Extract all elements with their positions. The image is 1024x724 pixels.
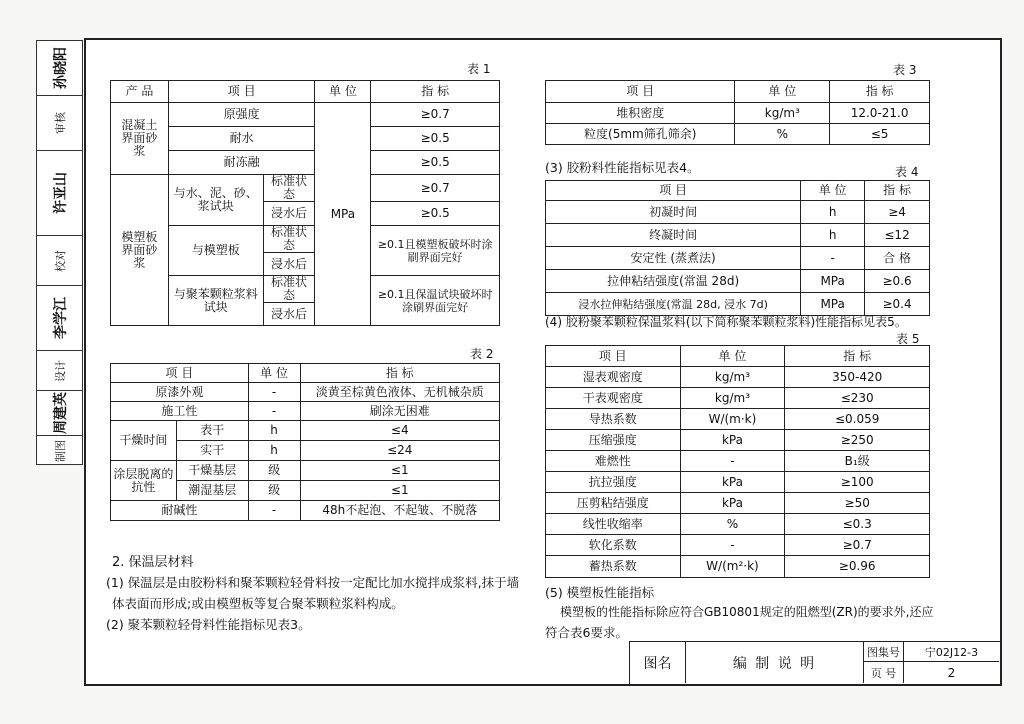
unit-cell: - bbox=[680, 451, 785, 472]
item-cell: 安定性 (蒸煮法) bbox=[546, 247, 801, 270]
note-table4: (3) 胶粉料性能指标见表4。 bbox=[545, 160, 700, 175]
item-cell: 与模塑板 bbox=[168, 226, 263, 276]
unit-cell: kPa bbox=[680, 493, 785, 514]
item-cell: 压剪粘结强度 bbox=[546, 493, 681, 514]
unit-cell: - bbox=[248, 402, 300, 421]
item-cell: 拉伸粘结强度(常温 28d) bbox=[546, 270, 801, 293]
item-cell: 堆积密度 bbox=[546, 103, 735, 124]
table-header-row bbox=[111, 81, 500, 103]
table-row bbox=[546, 493, 930, 514]
value-cell: ≤5 bbox=[830, 124, 930, 145]
sub-item-cell: 潮湿基层 bbox=[176, 481, 248, 501]
header-cell: 单 位 bbox=[315, 81, 371, 103]
item-cell: 原漆外观 bbox=[111, 383, 249, 402]
value-cell: ≤12 bbox=[865, 224, 930, 247]
section5-line2: 符合表6要求。 bbox=[545, 625, 628, 640]
header-cell: 指 标 bbox=[371, 81, 500, 103]
table-header-row bbox=[546, 81, 930, 103]
label-review: 审核 bbox=[37, 96, 82, 151]
header-cell: 指 标 bbox=[830, 81, 930, 103]
unit-cell: - bbox=[680, 535, 785, 556]
item-cell: 粒度(5mm筛孔筛余) bbox=[546, 124, 735, 145]
value-cell: 刷涂无困难 bbox=[300, 402, 499, 421]
value-cell: ≤1 bbox=[300, 461, 499, 481]
item-cell: 蓄热系数 bbox=[546, 556, 681, 578]
value-cell: ≤4 bbox=[300, 421, 499, 441]
header-cell: 单 位 bbox=[248, 364, 300, 383]
header-cell: 项 目 bbox=[546, 81, 735, 103]
section2-para1-line2: 体表面而形成;或由模塑板等复合聚苯颗粒浆料构成。 bbox=[112, 596, 404, 611]
table-row bbox=[111, 226, 500, 253]
state-cell: 标准状态 bbox=[263, 276, 315, 303]
unit-cell: % bbox=[680, 514, 785, 535]
table2-caption: 表 2 bbox=[470, 347, 494, 361]
table-row bbox=[111, 501, 500, 521]
table-row bbox=[546, 367, 930, 388]
table3 bbox=[545, 80, 930, 145]
atlas-number: 宁02J12-3 bbox=[904, 642, 999, 662]
table-row bbox=[111, 276, 500, 303]
value-cell: ≥0.4 bbox=[865, 293, 930, 316]
value-cell: ≤24 bbox=[300, 441, 499, 461]
signature-design: 李学江 bbox=[37, 286, 82, 351]
table-row bbox=[111, 175, 500, 202]
unit-cell: 级 bbox=[248, 481, 300, 501]
unit-cell: h bbox=[801, 224, 865, 247]
drawing-title: 编 制 说 明 bbox=[686, 642, 864, 683]
unit-cell: W/(m²·k) bbox=[680, 556, 785, 578]
signature-review: 孙晓阳 bbox=[37, 41, 82, 96]
unit-cell: MPa bbox=[801, 293, 865, 316]
unit-cell: - bbox=[248, 501, 300, 521]
value-cell: 350-420 bbox=[785, 367, 930, 388]
header-cell: 指 标 bbox=[300, 364, 499, 383]
note-table5: (4) 胶粉聚苯颗粒保温浆料(以下简称聚苯颗粒浆料)性能指标见表5。 bbox=[545, 315, 907, 329]
value-cell: ≥0.5 bbox=[371, 202, 500, 226]
item-cell: 抗拉强度 bbox=[546, 472, 681, 493]
value-cell: ≥50 bbox=[785, 493, 930, 514]
signature-draw: 周建英 bbox=[37, 391, 82, 436]
table-row bbox=[111, 402, 500, 421]
value-cell: ≥250 bbox=[785, 430, 930, 451]
unit-cell: 级 bbox=[248, 461, 300, 481]
unit-cell: h bbox=[248, 421, 300, 441]
value-cell: 48h不起泡、不起皱、不脱落 bbox=[300, 501, 499, 521]
section2-heading: 2. 保温层材料 bbox=[112, 555, 194, 570]
sub-item-cell: 干燥基层 bbox=[176, 461, 248, 481]
section5-heading: (5) 模塑板性能指标 bbox=[545, 585, 655, 600]
value-cell: ≥0.96 bbox=[785, 556, 930, 578]
table3-caption: 表 3 bbox=[893, 63, 917, 77]
table-row bbox=[546, 124, 930, 145]
product-cell: 混凝土界面砂浆 bbox=[111, 103, 169, 175]
item-cell: 与水、泥、砂、浆试块 bbox=[168, 175, 263, 226]
table-row bbox=[111, 151, 500, 175]
item-cell: 难燃性 bbox=[546, 451, 681, 472]
table4-caption: 表 4 bbox=[895, 165, 919, 179]
value-cell: 淡黄至棕黄色液体、无机械杂质 bbox=[300, 383, 499, 402]
table-row bbox=[111, 103, 500, 127]
header-cell: 项 目 bbox=[168, 81, 315, 103]
unit-cell: h bbox=[801, 201, 865, 224]
value-cell: ≤0.3 bbox=[785, 514, 930, 535]
table-row bbox=[546, 535, 930, 556]
value-cell: ≥0.5 bbox=[371, 151, 500, 175]
table-row bbox=[546, 224, 930, 247]
table1 bbox=[110, 80, 500, 326]
table-row bbox=[546, 201, 930, 224]
item-cell: 导热系数 bbox=[546, 409, 681, 430]
section5-line1: 模塑板的性能指标除应符合GB10801规定的阻燃型(ZR)的要求外,还应 bbox=[560, 605, 934, 619]
header-cell: 单 位 bbox=[801, 181, 865, 201]
table-row bbox=[546, 409, 930, 430]
table-row bbox=[546, 514, 930, 535]
unit-cell: W/(m·k) bbox=[680, 409, 785, 430]
item-cell: 软化系数 bbox=[546, 535, 681, 556]
table-header-row bbox=[546, 346, 930, 367]
signature-proof: 许亚山 bbox=[37, 151, 82, 236]
unit-cell: MPa bbox=[315, 103, 371, 326]
value-cell: ≥0.7 bbox=[371, 175, 500, 202]
unit-cell: h bbox=[248, 441, 300, 461]
item-cell: 耐水 bbox=[168, 127, 315, 151]
item-cell: 干燥时间 bbox=[111, 421, 177, 461]
item-cell: 浸水拉伸粘结强度(常温 28d, 浸水 7d) bbox=[546, 293, 801, 316]
value-cell: ≥0.5 bbox=[371, 127, 500, 151]
item-cell: 终凝时间 bbox=[546, 224, 801, 247]
section2-para2: (2) 聚苯颗粒轻骨料性能指标见表3。 bbox=[106, 617, 311, 632]
unit-cell: kg/m³ bbox=[735, 103, 830, 124]
item-cell: 线性收缩率 bbox=[546, 514, 681, 535]
value-cell: ≥0.7 bbox=[785, 535, 930, 556]
title-block bbox=[629, 641, 1000, 684]
item-cell: 涂层脱离的抗性 bbox=[111, 461, 177, 501]
item-cell: 原强度 bbox=[168, 103, 315, 127]
value-cell: ≤230 bbox=[785, 388, 930, 409]
label-proof: 校对 bbox=[37, 236, 82, 286]
table-header-row bbox=[111, 364, 500, 383]
unit-cell: % bbox=[735, 124, 830, 145]
table-row bbox=[546, 472, 930, 493]
signature-strip bbox=[36, 40, 83, 465]
table2 bbox=[110, 363, 500, 521]
item-cell: 湿表观密度 bbox=[546, 367, 681, 388]
state-cell: 浸水后 bbox=[263, 253, 315, 276]
table-row bbox=[546, 556, 930, 578]
state-cell: 标准状态 bbox=[263, 175, 315, 202]
sub-item-cell: 表干 bbox=[176, 421, 248, 441]
item-cell: 初凝时间 bbox=[546, 201, 801, 224]
value-cell: ≥0.6 bbox=[865, 270, 930, 293]
table-row bbox=[111, 127, 500, 151]
value-cell: ≥100 bbox=[785, 472, 930, 493]
item-cell: 干表观密度 bbox=[546, 388, 681, 409]
label-draw: 制图 bbox=[53, 440, 67, 462]
table-row bbox=[546, 451, 930, 472]
page-number-label: 页 号 bbox=[864, 662, 904, 683]
value-cell: 合 格 bbox=[865, 247, 930, 270]
state-cell: 标准状态 bbox=[263, 226, 315, 253]
table5-caption: 表 5 bbox=[896, 332, 920, 346]
header-cell: 指 标 bbox=[785, 346, 930, 367]
item-cell: 耐冻融 bbox=[168, 151, 315, 175]
value-cell: ≥0.1且保温试块破坏时涂刷界面完好 bbox=[371, 276, 500, 326]
unit-cell: MPa bbox=[801, 270, 865, 293]
label-design: 设计 bbox=[37, 351, 82, 391]
unit-cell: kg/m³ bbox=[680, 367, 785, 388]
item-cell: 与聚苯颗粒浆料试块 bbox=[168, 276, 263, 326]
unit-cell: - bbox=[801, 247, 865, 270]
product-cell: 模塑板界面砂浆 bbox=[111, 175, 169, 326]
state-cell: 浸水后 bbox=[263, 202, 315, 226]
section2-para1-line1: (1) 保温层是由胶粉料和聚苯颗粒轻骨料按一定配比加水搅拌成浆料,抹于墙 bbox=[106, 575, 520, 590]
value-cell: ≤1 bbox=[300, 481, 499, 501]
atlas-number-label: 图集号 bbox=[864, 642, 904, 662]
page-number: 2 bbox=[947, 665, 956, 680]
header-cell: 项 目 bbox=[546, 181, 801, 201]
value-cell: ≥0.7 bbox=[371, 103, 500, 127]
table-row bbox=[546, 388, 930, 409]
value-cell: B₁级 bbox=[785, 451, 930, 472]
table-row bbox=[111, 421, 500, 441]
table-row bbox=[546, 103, 930, 124]
table4 bbox=[545, 180, 930, 316]
header-cell: 项 目 bbox=[111, 364, 249, 383]
table5 bbox=[545, 345, 930, 578]
table1-caption: 表 1 bbox=[467, 62, 491, 76]
value-cell: ≥4 bbox=[865, 201, 930, 224]
unit-cell: kPa bbox=[680, 472, 785, 493]
value-cell: 12.0-21.0 bbox=[830, 103, 930, 124]
unit-cell: kg/m³ bbox=[680, 388, 785, 409]
unit-cell: kPa bbox=[680, 430, 785, 451]
table-row bbox=[111, 383, 500, 402]
value-cell: ≤0.059 bbox=[785, 409, 930, 430]
unit-cell: - bbox=[248, 383, 300, 402]
item-cell: 压缩强度 bbox=[546, 430, 681, 451]
table-row bbox=[546, 270, 930, 293]
header-cell: 指 标 bbox=[865, 181, 930, 201]
table-row bbox=[546, 430, 930, 451]
header-cell: 单 位 bbox=[735, 81, 830, 103]
header-cell: 项 目 bbox=[546, 346, 681, 367]
sub-item-cell: 实干 bbox=[176, 441, 248, 461]
header-cell: 产 品 bbox=[111, 81, 169, 103]
drawing-name-label: 图名 bbox=[630, 642, 686, 683]
state-cell: 浸水后 bbox=[263, 303, 315, 326]
value-cell: ≥0.1且模塑板破坏时涂刷界面完好 bbox=[371, 226, 500, 276]
item-cell: 耐碱性 bbox=[111, 501, 249, 521]
table-row bbox=[111, 461, 500, 481]
item-cell: 施工性 bbox=[111, 402, 249, 421]
table-header-row bbox=[546, 181, 930, 201]
header-cell: 单 位 bbox=[680, 346, 785, 367]
table-row bbox=[546, 247, 930, 270]
